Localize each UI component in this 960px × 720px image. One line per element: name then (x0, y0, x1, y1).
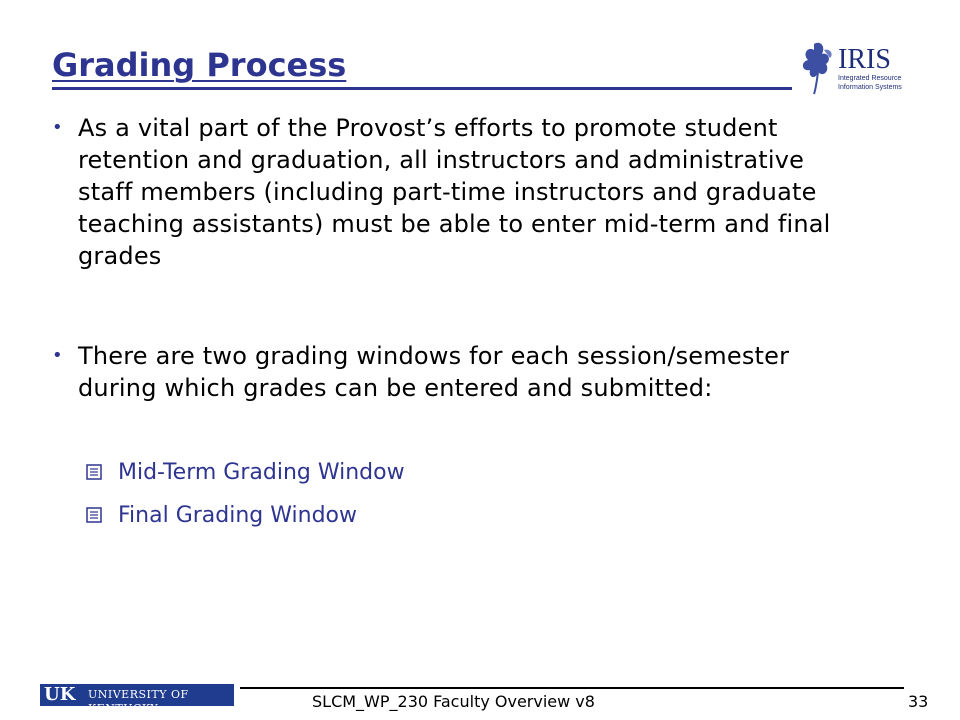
list-box-icon (86, 507, 102, 523)
sub-bullet-1 (86, 458, 405, 488)
page-number: 33 (908, 692, 929, 711)
bullet-1 (52, 112, 858, 272)
iris-line1: Integrated Resource (838, 75, 902, 82)
title-underline (52, 87, 792, 90)
iris-flower-icon (803, 43, 832, 94)
bullet-1-text: As a vital part of the Provost’s efforts to promote student retention and graduation, all instructors and administrative staff members (including part-time instructors and graduate teaching assistants) must be able to enter mid-term and final grades (78, 114, 831, 270)
bullet-dot-icon: • (52, 117, 63, 138)
iris-logo (800, 38, 920, 96)
sub-bullet-2 (86, 501, 357, 531)
iris-name: IRIS (838, 44, 891, 75)
slide-title: Grading Process (52, 46, 347, 84)
bullet-2-text: There are two grading windows for each session/semester during which grades can be entered and submitted: (78, 342, 790, 402)
uk-name: UNIVERSITY OF KENTUCKY (88, 688, 189, 715)
uk-logo (40, 684, 234, 715)
bullet-dot-icon: • (52, 345, 63, 366)
sub-bullet-2-text: Final Grading Window (118, 503, 357, 528)
uk-letters: UK (44, 684, 76, 705)
footer-text: SLCM_WP_230 Faculty Overview v8 (312, 692, 595, 711)
footer-rule (240, 687, 904, 689)
iris-line2: Information Systems (838, 84, 902, 91)
bullet-2 (52, 340, 858, 404)
list-box-icon (86, 464, 102, 480)
sub-bullet-1-text: Mid-Term Grading Window (118, 460, 405, 485)
